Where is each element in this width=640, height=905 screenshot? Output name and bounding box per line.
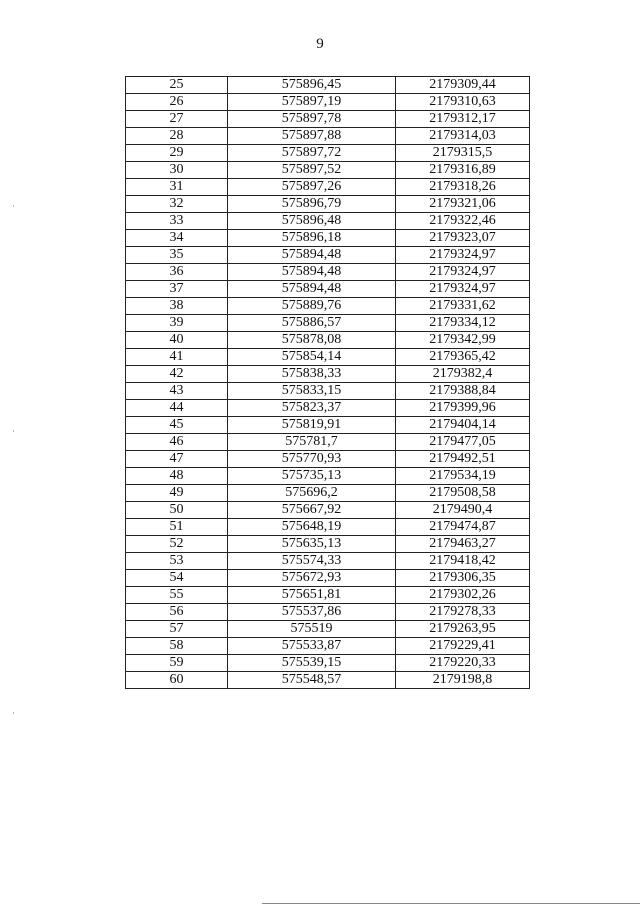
x-coordinate-cell: 575897,78 bbox=[228, 111, 396, 128]
point-number-cell: 26 bbox=[126, 94, 228, 111]
table-row bbox=[126, 485, 530, 502]
table-row bbox=[126, 179, 530, 196]
table-row bbox=[126, 281, 530, 298]
y-coordinate-cell: 2179321,06 bbox=[396, 196, 530, 213]
point-number-cell: 38 bbox=[126, 298, 228, 315]
table-row bbox=[126, 400, 530, 417]
y-coordinate-cell: 2179323,07 bbox=[396, 230, 530, 247]
edge-mark bbox=[13, 430, 14, 432]
table-row bbox=[126, 536, 530, 553]
x-coordinate-cell: 575894,48 bbox=[228, 247, 396, 264]
x-coordinate-cell: 575696,2 bbox=[228, 485, 396, 502]
point-number-cell: 34 bbox=[126, 230, 228, 247]
edge-mark bbox=[13, 205, 14, 207]
y-coordinate-cell: 2179322,46 bbox=[396, 213, 530, 230]
y-coordinate-cell: 2179477,05 bbox=[396, 434, 530, 451]
y-coordinate-cell: 2179314,03 bbox=[396, 128, 530, 145]
table-row bbox=[126, 111, 530, 128]
edge-mark bbox=[13, 712, 14, 714]
y-coordinate-cell: 2179316,89 bbox=[396, 162, 530, 179]
point-number-cell: 32 bbox=[126, 196, 228, 213]
x-coordinate-cell: 575833,15 bbox=[228, 383, 396, 400]
x-coordinate-cell: 575896,45 bbox=[228, 77, 396, 94]
y-coordinate-cell: 2179418,42 bbox=[396, 553, 530, 570]
coordinates-table bbox=[125, 76, 530, 689]
y-coordinate-cell: 2179263,95 bbox=[396, 621, 530, 638]
point-number-cell: 33 bbox=[126, 213, 228, 230]
y-coordinate-cell: 2179508,58 bbox=[396, 485, 530, 502]
y-coordinate-cell: 2179490,4 bbox=[396, 502, 530, 519]
point-number-cell: 54 bbox=[126, 570, 228, 587]
table-row bbox=[126, 94, 530, 111]
point-number-cell: 25 bbox=[126, 77, 228, 94]
y-coordinate-cell: 2179334,12 bbox=[396, 315, 530, 332]
x-coordinate-cell: 575897,19 bbox=[228, 94, 396, 111]
point-number-cell: 46 bbox=[126, 434, 228, 451]
point-number-cell: 56 bbox=[126, 604, 228, 621]
point-number-cell: 52 bbox=[126, 536, 228, 553]
point-number-cell: 31 bbox=[126, 179, 228, 196]
table-body bbox=[126, 77, 530, 689]
table-row bbox=[126, 655, 530, 672]
table-row bbox=[126, 213, 530, 230]
point-number-cell: 30 bbox=[126, 162, 228, 179]
table-row bbox=[126, 264, 530, 281]
y-coordinate-cell: 2179388,84 bbox=[396, 383, 530, 400]
x-coordinate-cell: 575533,87 bbox=[228, 638, 396, 655]
y-coordinate-cell: 2179474,87 bbox=[396, 519, 530, 536]
x-coordinate-cell: 575886,57 bbox=[228, 315, 396, 332]
point-number-cell: 43 bbox=[126, 383, 228, 400]
table-row bbox=[126, 570, 530, 587]
table-row bbox=[126, 162, 530, 179]
y-coordinate-cell: 2179324,97 bbox=[396, 281, 530, 298]
table-row bbox=[126, 604, 530, 621]
point-number-cell: 36 bbox=[126, 264, 228, 281]
table-row bbox=[126, 196, 530, 213]
y-coordinate-cell: 2179318,26 bbox=[396, 179, 530, 196]
y-coordinate-cell: 2179229,41 bbox=[396, 638, 530, 655]
point-number-cell: 41 bbox=[126, 349, 228, 366]
table-row bbox=[126, 468, 530, 485]
point-number-cell: 37 bbox=[126, 281, 228, 298]
y-coordinate-cell: 2179534,19 bbox=[396, 468, 530, 485]
x-coordinate-cell: 575667,92 bbox=[228, 502, 396, 519]
table-row bbox=[126, 349, 530, 366]
x-coordinate-cell: 575897,72 bbox=[228, 145, 396, 162]
table-row bbox=[126, 417, 530, 434]
x-coordinate-cell: 575548,57 bbox=[228, 672, 396, 689]
x-coordinate-cell: 575823,37 bbox=[228, 400, 396, 417]
table-row bbox=[126, 451, 530, 468]
table-row bbox=[126, 332, 530, 349]
point-number-cell: 58 bbox=[126, 638, 228, 655]
x-coordinate-cell: 575635,13 bbox=[228, 536, 396, 553]
y-coordinate-cell: 2179310,63 bbox=[396, 94, 530, 111]
x-coordinate-cell: 575838,33 bbox=[228, 366, 396, 383]
table-row bbox=[126, 621, 530, 638]
table-row bbox=[126, 298, 530, 315]
y-coordinate-cell: 2179312,17 bbox=[396, 111, 530, 128]
x-coordinate-cell: 575574,33 bbox=[228, 553, 396, 570]
point-number-cell: 42 bbox=[126, 366, 228, 383]
y-coordinate-cell: 2179463,27 bbox=[396, 536, 530, 553]
y-coordinate-cell: 2179315,5 bbox=[396, 145, 530, 162]
point-number-cell: 40 bbox=[126, 332, 228, 349]
x-coordinate-cell: 575735,13 bbox=[228, 468, 396, 485]
point-number-cell: 35 bbox=[126, 247, 228, 264]
y-coordinate-cell: 2179324,97 bbox=[396, 247, 530, 264]
y-coordinate-cell: 2179382,4 bbox=[396, 366, 530, 383]
table-row bbox=[126, 128, 530, 145]
x-coordinate-cell: 575770,93 bbox=[228, 451, 396, 468]
table-row bbox=[126, 519, 530, 536]
table-row bbox=[126, 315, 530, 332]
point-number-cell: 45 bbox=[126, 417, 228, 434]
x-coordinate-cell: 575897,26 bbox=[228, 179, 396, 196]
point-number-cell: 48 bbox=[126, 468, 228, 485]
y-coordinate-cell: 2179399,96 bbox=[396, 400, 530, 417]
x-coordinate-cell: 575648,19 bbox=[228, 519, 396, 536]
table-row bbox=[126, 638, 530, 655]
table-row bbox=[126, 145, 530, 162]
x-coordinate-cell: 575897,88 bbox=[228, 128, 396, 145]
point-number-cell: 55 bbox=[126, 587, 228, 604]
point-number-cell: 53 bbox=[126, 553, 228, 570]
x-coordinate-cell: 575894,48 bbox=[228, 281, 396, 298]
table-row bbox=[126, 434, 530, 451]
point-number-cell: 51 bbox=[126, 519, 228, 536]
point-number-cell: 50 bbox=[126, 502, 228, 519]
y-coordinate-cell: 2179309,44 bbox=[396, 77, 530, 94]
table-row bbox=[126, 230, 530, 247]
x-coordinate-cell: 575781,7 bbox=[228, 434, 396, 451]
x-coordinate-cell: 575539,15 bbox=[228, 655, 396, 672]
y-coordinate-cell: 2179492,51 bbox=[396, 451, 530, 468]
x-coordinate-cell: 575889,76 bbox=[228, 298, 396, 315]
point-number-cell: 44 bbox=[126, 400, 228, 417]
y-coordinate-cell: 2179404,14 bbox=[396, 417, 530, 434]
y-coordinate-cell: 2179198,8 bbox=[396, 672, 530, 689]
x-coordinate-cell: 575896,48 bbox=[228, 213, 396, 230]
point-number-cell: 57 bbox=[126, 621, 228, 638]
y-coordinate-cell: 2179302,26 bbox=[396, 587, 530, 604]
y-coordinate-cell: 2179331,62 bbox=[396, 298, 530, 315]
x-coordinate-cell: 575537,86 bbox=[228, 604, 396, 621]
x-coordinate-cell: 575894,48 bbox=[228, 264, 396, 281]
x-coordinate-cell: 575896,18 bbox=[228, 230, 396, 247]
x-coordinate-cell: 575897,52 bbox=[228, 162, 396, 179]
x-coordinate-cell: 575672,93 bbox=[228, 570, 396, 587]
x-coordinate-cell: 575651,81 bbox=[228, 587, 396, 604]
y-coordinate-cell: 2179220,33 bbox=[396, 655, 530, 672]
page-number: 9 bbox=[316, 36, 324, 52]
point-number-cell: 29 bbox=[126, 145, 228, 162]
table-row bbox=[126, 247, 530, 264]
table-row bbox=[126, 366, 530, 383]
point-number-cell: 59 bbox=[126, 655, 228, 672]
y-coordinate-cell: 2179365,42 bbox=[396, 349, 530, 366]
point-number-cell: 60 bbox=[126, 672, 228, 689]
x-coordinate-cell: 575854,14 bbox=[228, 349, 396, 366]
table-row bbox=[126, 672, 530, 689]
point-number-cell: 39 bbox=[126, 315, 228, 332]
bottom-rule bbox=[262, 903, 640, 904]
point-number-cell: 28 bbox=[126, 128, 228, 145]
table-row bbox=[126, 383, 530, 400]
x-coordinate-cell: 575519 bbox=[228, 621, 396, 638]
table-row bbox=[126, 587, 530, 604]
y-coordinate-cell: 2179324,97 bbox=[396, 264, 530, 281]
table-row bbox=[126, 77, 530, 94]
y-coordinate-cell: 2179306,35 bbox=[396, 570, 530, 587]
y-coordinate-cell: 2179342,99 bbox=[396, 332, 530, 349]
point-number-cell: 47 bbox=[126, 451, 228, 468]
point-number-cell: 27 bbox=[126, 111, 228, 128]
x-coordinate-cell: 575878,08 bbox=[228, 332, 396, 349]
table-row bbox=[126, 502, 530, 519]
table-row bbox=[126, 553, 530, 570]
x-coordinate-cell: 575896,79 bbox=[228, 196, 396, 213]
x-coordinate-cell: 575819,91 bbox=[228, 417, 396, 434]
y-coordinate-cell: 2179278,33 bbox=[396, 604, 530, 621]
point-number-cell: 49 bbox=[126, 485, 228, 502]
